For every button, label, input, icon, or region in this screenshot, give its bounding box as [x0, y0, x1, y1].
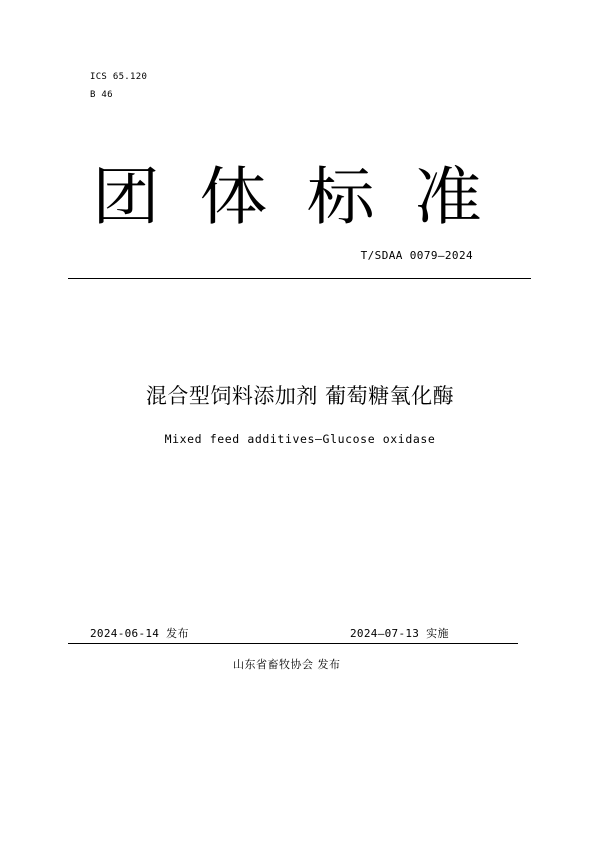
header-divider — [68, 278, 531, 279]
chinese-title: 混合型饲料添加剂 葡萄糖氧化酶 — [145, 384, 455, 408]
footer-divider — [68, 643, 518, 644]
title-char: 体 — [199, 160, 268, 235]
title-char: 准 — [413, 160, 482, 235]
implementation-date: 2024—07-13 实施 — [350, 627, 449, 640]
publisher: 山东省畜牧协会 发布 — [233, 658, 341, 671]
ccs-code: B 46 — [90, 90, 113, 100]
title-char: 标 — [306, 160, 375, 235]
standard-type-title — [92, 158, 482, 238]
issue-date: 2024-06-14 发布 — [90, 627, 189, 640]
english-title: Mixed feed additives—Glucose oxidase — [164, 432, 436, 446]
standard-number: T/SDAA 0079—2024 — [360, 249, 473, 262]
title-char: 团 — [92, 160, 161, 235]
ics-code: ICS 65.120 — [90, 72, 148, 82]
